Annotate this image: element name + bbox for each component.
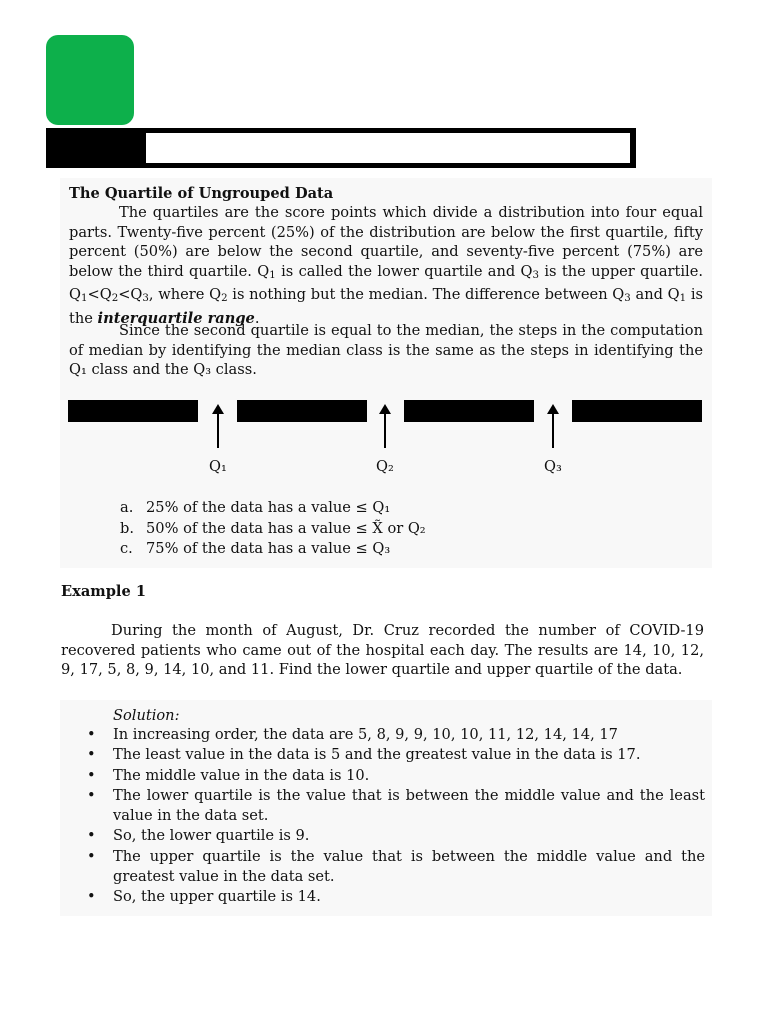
q2-label: Q₂: [376, 458, 394, 475]
list-item: • The upper quartile is the value that is between the middle value and the greatest value in the data set.: [85, 847, 705, 888]
q2-arrow-icon: [384, 412, 386, 448]
quartile-segment-4: [572, 400, 702, 422]
section-title: The Quartile of Ungrouped Data: [69, 185, 334, 202]
median-steps-paragraph: Since the second quartile is equal to the median, the steps in the computation of median by identifying the median class is the same as the steps in identifying the Q₁ class and the Q₃ class.: [69, 322, 703, 379]
quartile-notes-list: [120, 498, 426, 560]
quartile-segment-2: [237, 400, 367, 422]
quartile-segment-3: [404, 400, 534, 422]
q1-arrow-icon: [217, 412, 219, 448]
q3-arrow-icon: [552, 412, 554, 448]
example-problem-paragraph: During the month of August, Dr. Cruz recorded the number of COVID-19 recovered patients who came out of the hospital each day. The results are 14, 10, 12, 9, 17, 5, 8, 9, 14, 10, and 11. Find the lower quartile and upper quartile of the data.: [61, 622, 704, 679]
list-item: • So, the upper quartile is 14.: [85, 887, 705, 907]
list-item: a. 25% of the data has a value ≤ Q₁: [120, 499, 391, 516]
solution-label: Solution:: [113, 707, 180, 724]
quartile-definition-paragraph: The quartiles are the score points which divide a distribution into four equal parts. Twenty-five percent (25%) of the distribution are below the first quartile, fifty percent (50%) are below the second quartile, and seventy-five percent (75%) are below the third quartile. $Q_1$ is called the lower quartile and $Q_3$ is the upper quartile. $Q_1<Q_2<Q_3$, where $Q_2$ is nothing but the median. The difference between $Q_3$ and $Q_1$ is the interquartile range.: [69, 204, 704, 327]
list-item: • The least value in the data is 5 and the greatest value in the data is 17.: [85, 745, 705, 765]
solution-steps-list: [85, 725, 705, 908]
q1-label: Q₁: [209, 458, 227, 475]
example-heading: Example 1: [61, 583, 146, 600]
list-item: • In increasing order, the data are 5, 8, 9, 9, 10, 10, 11, 12, 14, 14, 17: [85, 725, 705, 745]
lesson-badge: [46, 35, 134, 125]
list-item: • So, the lower quartile is 9.: [85, 826, 705, 846]
list-item: c. 75% of the data has a value ≤ Q₃: [120, 540, 391, 557]
list-item: • The lower quartile is the value that is between the middle value and the least value in the data set.: [85, 786, 705, 827]
list-item: • The middle value in the data is 10.: [85, 766, 705, 786]
q3-label: Q₃: [544, 458, 562, 475]
quartile-segment-1: [68, 400, 198, 422]
list-item: b. 50% of the data has a value ≤ X̃ or Q₂: [120, 519, 426, 537]
header-title-box: [146, 133, 630, 163]
interquartile-range-term: interquartile range: [97, 309, 255, 327]
